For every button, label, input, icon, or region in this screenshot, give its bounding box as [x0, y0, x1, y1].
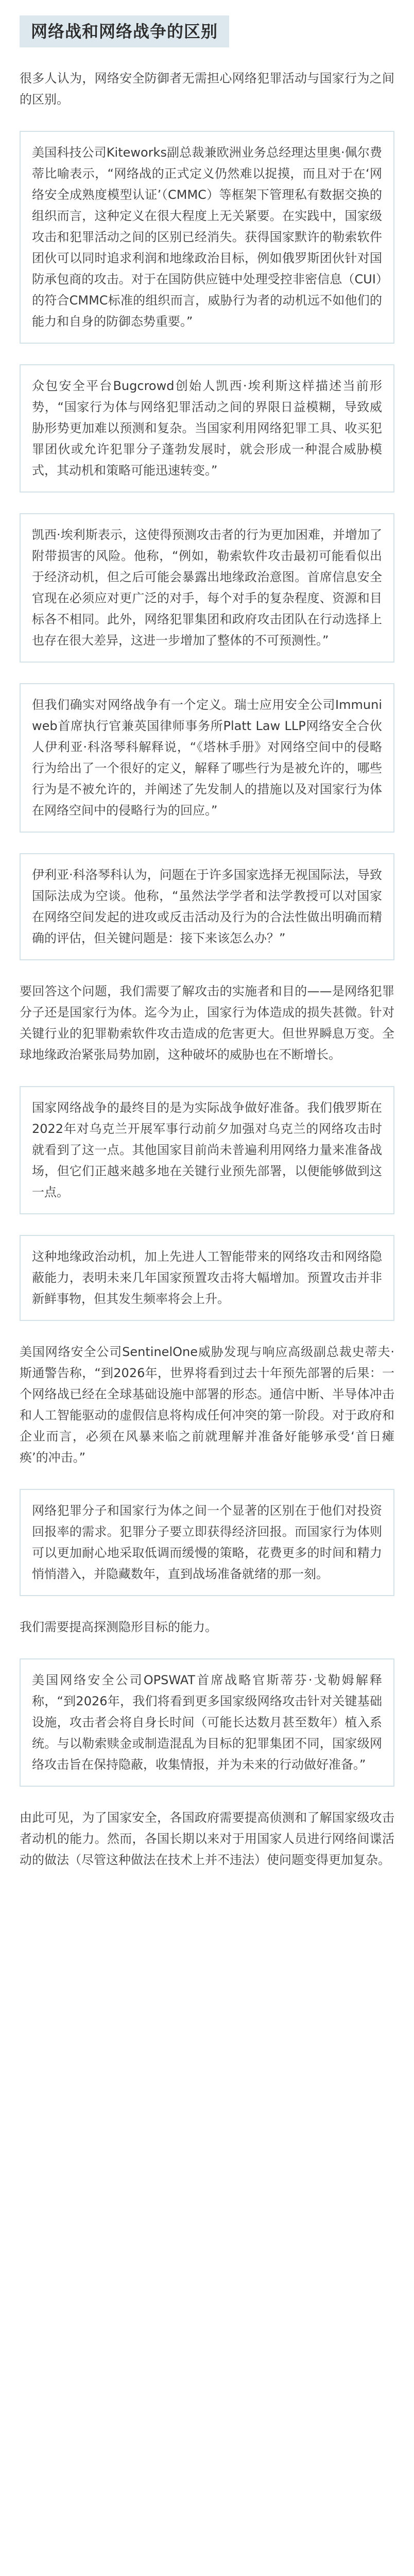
article-paragraph: 美国网络安全公司OPSWAT首席战略官斯蒂芬·戈勒姆解释称，“到2026年，我们将看到更多国家级网络攻击针对关键基础设施，攻击者会将自身长时间（可能长达数月甚至数年）植入系统。与以勒索赎金或制造混乱为目标的犯罪集团不同，国家级网络攻击旨在保持隐蔽，收集情报，并为未来的行动做好准备。”	[32, 1673, 382, 1772]
quote-box	[20, 1658, 394, 1787]
article-paragraph: 凯西·埃利斯表示，这使得预测攻击者的行为更加困难，并增加了附带损害的风险。他称，“例如，勒索软件攻击最初可能看似出于经济动机，但之后可能会暴露出地缘政治意图。首席信息安全官现在必须应对更广泛的对手，每个对手的复杂程度、资源和目标各不相同。此外，网络犯罪集团和政府攻击团队在行动选择上也存在很大差异，这进一步增加了整体的不可预测性。”	[32, 528, 382, 648]
quote-box	[20, 364, 394, 493]
article-paragraph: 但我们确实对网络战争有一个定义。瑞士应用安全公司Immuniweb首席执行官兼英国律师事务所Platt Law LLP网络安全合伙人伊利亚·科洛琴科解释说，“《塔林手册》对网络空间中的侵略行为给出了一个很好的定义，解释了哪些行为是被允许的，哪些行为是不被允许的，并阐述了先发制人的措施以及对国家行为体在网络空间中的侵略行为的回应。”	[32, 698, 382, 818]
headline-container	[20, 15, 394, 47]
article-paragraph: 美国网络安全公司SentinelOne威胁发现与响应高级副总裁史蒂夫·斯通警告称，“到2026年，世界将看到过去十年预先部署的后果：一个网络战已经在全球基础设施中部署的形态。通信中断、半导体冲击和人工智能驱动的虚假信息将构成任何冲突的第一阶段。对于政府和企业而言，必须在风暴来临之前就理解并准备好能够承受‘首日瘫痪’的冲击。”	[20, 1345, 394, 1465]
article-headline: 网络战和网络战争的区别	[20, 15, 229, 47]
article-paragraph: 国家网络战争的最终目的是为实际战争做好准备。我们俄罗斯在2022年对乌克兰开展军事行动前夕加强对乌克兰的网络攻击时就看到了这一点。其他国家目前尚未普遍利用网络力量来准备战场，但它们正越来越多地在关键行业预先部署，以便能够做到这一点。	[32, 1100, 382, 1199]
article-paragraph: 美国科技公司Kiteworks副总裁兼欧洲业务总经理达里奥·佩尔费蒂比喻表示，“网络战的正式定义仍然难以捉摸，而且对于在‘网络安全成熟度模型认证’（CMMC）等框架下管理私有数据交换的组织而言，这种定义在很大程度上无关紧要。在实践中，国家级攻击和犯罪活动之间的区别已经消失。获得国家默许的勒索软件团伙可以同时追求利润和地缘政治目标，例如俄罗斯团伙针对国防承包商的攻击。对于在国防供应链中处理受控非密信息（CUI）的符合CMMC标准的组织而言，威胁行为者的动机远不如他们的能力和自身的防御态势重要。”	[32, 145, 382, 329]
article-paragraph: 众包安全平台Bugcrowd创始人凯西·埃利斯这样描述当前形势，“国家行为体与网络犯罪活动之间的界限日益模糊，导致威胁形势更加难以预测和复杂。当国家利用网络犯罪工具、收买犯罪团伙或允许犯罪分子蓬勃发展时，就会形成一种混合威胁模式，其动机和策略可能迅速转变。”	[32, 379, 382, 478]
article-paragraph: 要回答这个问题，我们需要了解攻击的实施者和目的——是网络犯罪分子还是国家行为体。迄今为止，国家行为体造成的损失甚微。针对关键行业的犯罪勒索软件攻击造成的危害更大。但世界瞬息万变。全球地缘政治紧张局势加剧，这种破坏的威胁也在不断增长。	[20, 984, 394, 1062]
article-paragraph: 这种地缘政治动机，加上先进人工智能带来的网络攻击和网络隐蔽能力，表明未来几年国家预置攻击将大幅增加。预置攻击并非新鲜事物，但其发生频率将会上升。	[32, 1249, 382, 1306]
article-paragraph: 由此可见，为了国家安全，各国政府需要提高侦测和了解国家级攻击者动机的能力。然而，各国长期以来对于用国家人员进行网络间谍活动的做法（尽管这种做法在技术上并不违法）使问题变得更加复杂。	[20, 1810, 394, 1867]
quote-box	[20, 683, 394, 833]
article-body	[20, 68, 394, 1871]
article-paragraph: 很多人认为，网络安全防御者无需担心网络犯罪活动与国家行为之间的区别。	[20, 71, 394, 107]
quote-box	[20, 1235, 394, 1321]
quote-box	[20, 513, 394, 663]
quote-box	[20, 1489, 394, 1596]
article-paragraph: 我们需要提高探测隐形目标的能力。	[20, 1620, 217, 1634]
quote-box	[20, 853, 394, 960]
quote-box	[20, 131, 394, 344]
article-paragraph: 网络犯罪分子和国家行为体之间一个显著的区别在于他们对投资回报率的需求。犯罪分子要立即获得经济回报。而国家行为体则可以更加耐心地采取低调而缓慢的策略，花费更多的时间和精力悄悄潜入，并隐藏数年，直到战场准备就绪的那一刻。	[32, 1503, 382, 1581]
quote-box	[20, 1086, 394, 1214]
article-paragraph: 伊利亚·科洛琴科认为，问题在于许多国家选择无视国际法，导致国际法成为空谈。他称，“虽然法学学者和法学教授可以对国家在网络空间发起的进攻或反击活动及行为的合法性做出明确而精确的评估，但关键问题是：接下来该怎么办？”	[32, 868, 382, 945]
